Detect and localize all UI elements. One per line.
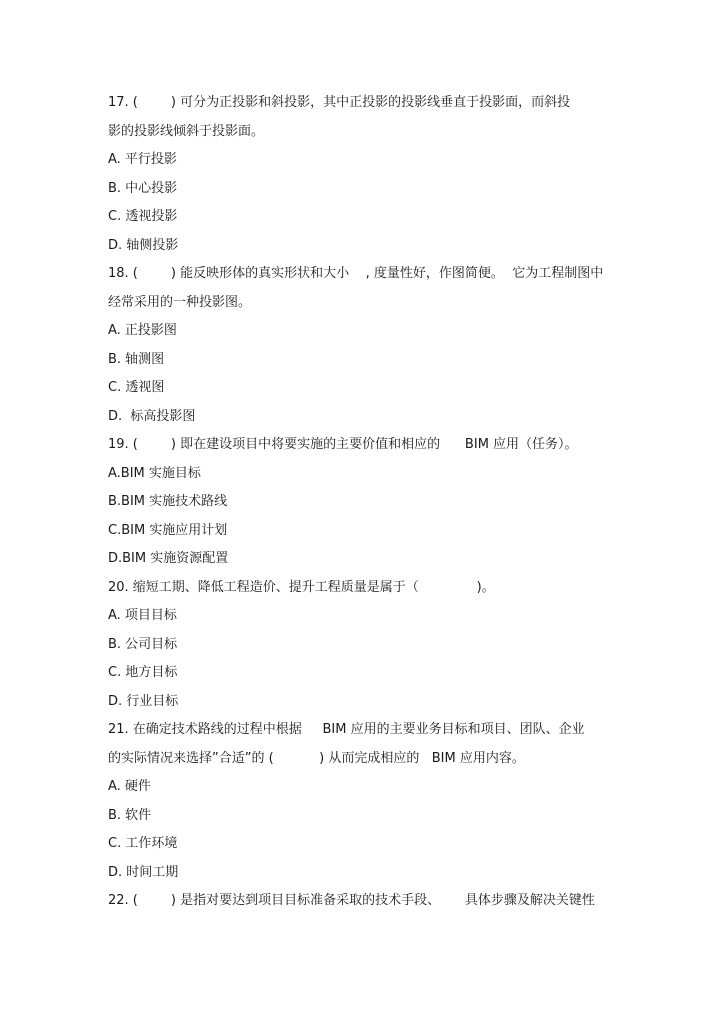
- question-21-option-b: B. 软件: [108, 808, 152, 823]
- question-18-stem-line-2: 经常采用的一种投影图。: [108, 295, 252, 310]
- question-17-option-a: A. 平行投影: [108, 152, 177, 167]
- question-21-option-c: C. 工作环境: [108, 836, 178, 851]
- question-18-option-c: C. 透视图: [108, 380, 165, 395]
- question-21-option-d: D. 时间工期: [108, 865, 179, 880]
- question-19-option-c: C.BIM 实施应用计划: [108, 523, 228, 538]
- question-22-stem-line-1: 22. ( ) 是指对要达到项目目标准备采取的技术手段、 具体步骤及解决关键性: [108, 893, 595, 908]
- question-17-stem-line-2: 影的投影线倾斜于投影面。: [108, 124, 265, 139]
- question-19-option-d: D.BIM 实施资源配置: [108, 551, 229, 566]
- question-20-option-b: B. 公司目标: [108, 637, 178, 652]
- question-21-stem-line-2: 的实际情况来选择”合适”的 ( ) 从而完成相应的 BIM 应用内容。: [108, 751, 525, 766]
- question-20-option-c: C. 地方目标: [108, 665, 178, 680]
- question-20-option-a: A. 项目目标: [108, 608, 177, 623]
- question-18-option-d: D. 标高投影图: [108, 409, 196, 424]
- question-17-option-b: B. 中心投影: [108, 181, 178, 196]
- question-19-option-b: B.BIM 实施技术路线: [108, 494, 228, 509]
- question-18-option-a: A. 正投影图: [108, 323, 177, 338]
- question-17-option-c: C. 透视投影: [108, 209, 178, 224]
- question-18-option-b: B. 轴测图: [108, 352, 165, 367]
- question-17-option-d: D. 轴侧投影: [108, 238, 179, 253]
- question-20-stem-line-1: 20. 缩短工期、降低工程造价、提升工程质量是属于（ )。: [108, 580, 495, 595]
- question-18-stem-line-1: 18. ( ) 能反映形体的真实形状和大小 , 度量性好，作图简便。 它为工程制图中: [108, 266, 604, 281]
- question-17-stem-line-1: 17. ( ) 可分为正投影和斜投影，其中正投影的投影线垂直于投影面，而斜投: [108, 95, 571, 110]
- question-19-option-a: A.BIM 实施目标: [108, 466, 201, 481]
- question-20-option-d: D. 行业目标: [108, 694, 179, 709]
- question-19-stem-line-1: 19. ( ) 即在建设项目中将要实施的主要价值和相应的 BIM 应用（任务）。: [108, 437, 578, 452]
- question-21-stem-line-1: 21. 在确定技术路线的过程中根据 BIM 应用的主要业务目标和项目、团队、企业: [108, 722, 585, 737]
- question-21-option-a: A. 硬件: [108, 779, 151, 794]
